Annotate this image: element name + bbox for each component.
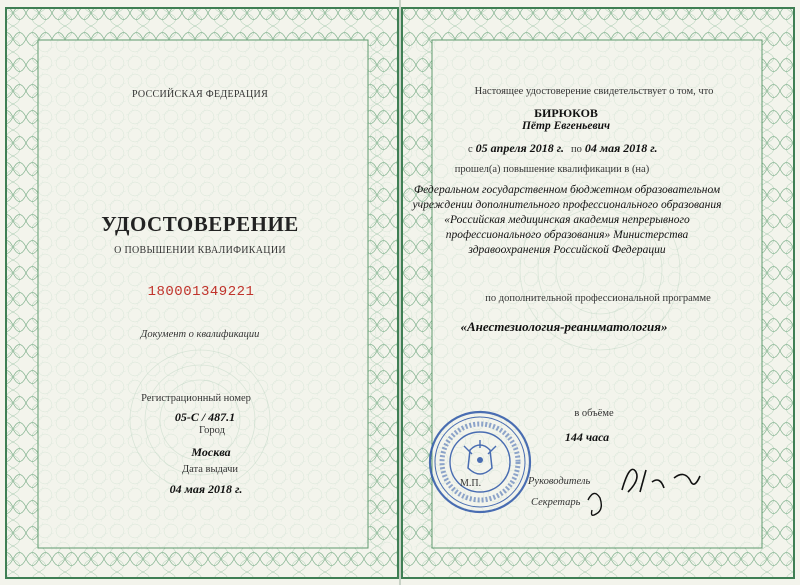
city-value: Москва [191, 445, 231, 459]
institution-line-4: профессионального образования» Министерства [445, 229, 689, 241]
period-line [468, 141, 658, 156]
volume-hours: 144 часа [564, 430, 610, 444]
issue-date-value: 04 мая 2018 г. [169, 482, 243, 496]
institution-line-3: «Российская медицинская академия непрерывного [444, 214, 690, 226]
program-label: по дополнительной профессиональной программе [485, 293, 711, 304]
head-label: Руководитель [528, 476, 591, 487]
volume-label: в объёме [574, 408, 614, 419]
certificate-subtitle: О ПОВЫШЕНИИ КВАЛИФИКАЦИИ [114, 245, 286, 256]
seal-label: М.П. [460, 478, 482, 489]
country-name: РОССИЙСКАЯ ФЕДЕРАЦИЯ [131, 89, 269, 100]
holder-name: Пётр Евгеньевич [521, 120, 611, 132]
period-from-prefix: с [468, 144, 473, 155]
institution-line-2: учреждении дополнительного профессионального образования [412, 199, 722, 211]
institution-line-5: здравоохранения Российской Федерации [468, 244, 666, 256]
period-to-prefix: по [570, 144, 582, 155]
registration-label: Регистрационный номер [141, 393, 251, 404]
city-label: Город [199, 425, 225, 436]
holder-surname: БИРЮКОВ [534, 106, 598, 120]
period-from-date: 05 апреля 2018 г. [475, 141, 564, 155]
program-name: «Анестезиология-реаниматология» [460, 319, 668, 334]
passed-training-line: прошел(а) повышение квалификации в (на) [454, 164, 650, 175]
period-to-date: 04 мая 2018 г. [584, 141, 658, 155]
secretary-label: Секретарь [531, 497, 581, 508]
issue-date-label: Дата выдачи [181, 464, 239, 475]
certifies-intro: Настоящее удостоверение свидетельствует о том, что [474, 86, 714, 97]
serial-number: 180001349221 [147, 284, 255, 300]
certificate-title: УДОСТОВЕРЕНИЕ [101, 212, 299, 236]
institution-line-1: Федеральном государственном бюджетном образовательном [413, 184, 721, 196]
document-type-label: Документ о квалификации [140, 329, 260, 340]
registration-number: 05-С / 487.1 [174, 410, 236, 424]
